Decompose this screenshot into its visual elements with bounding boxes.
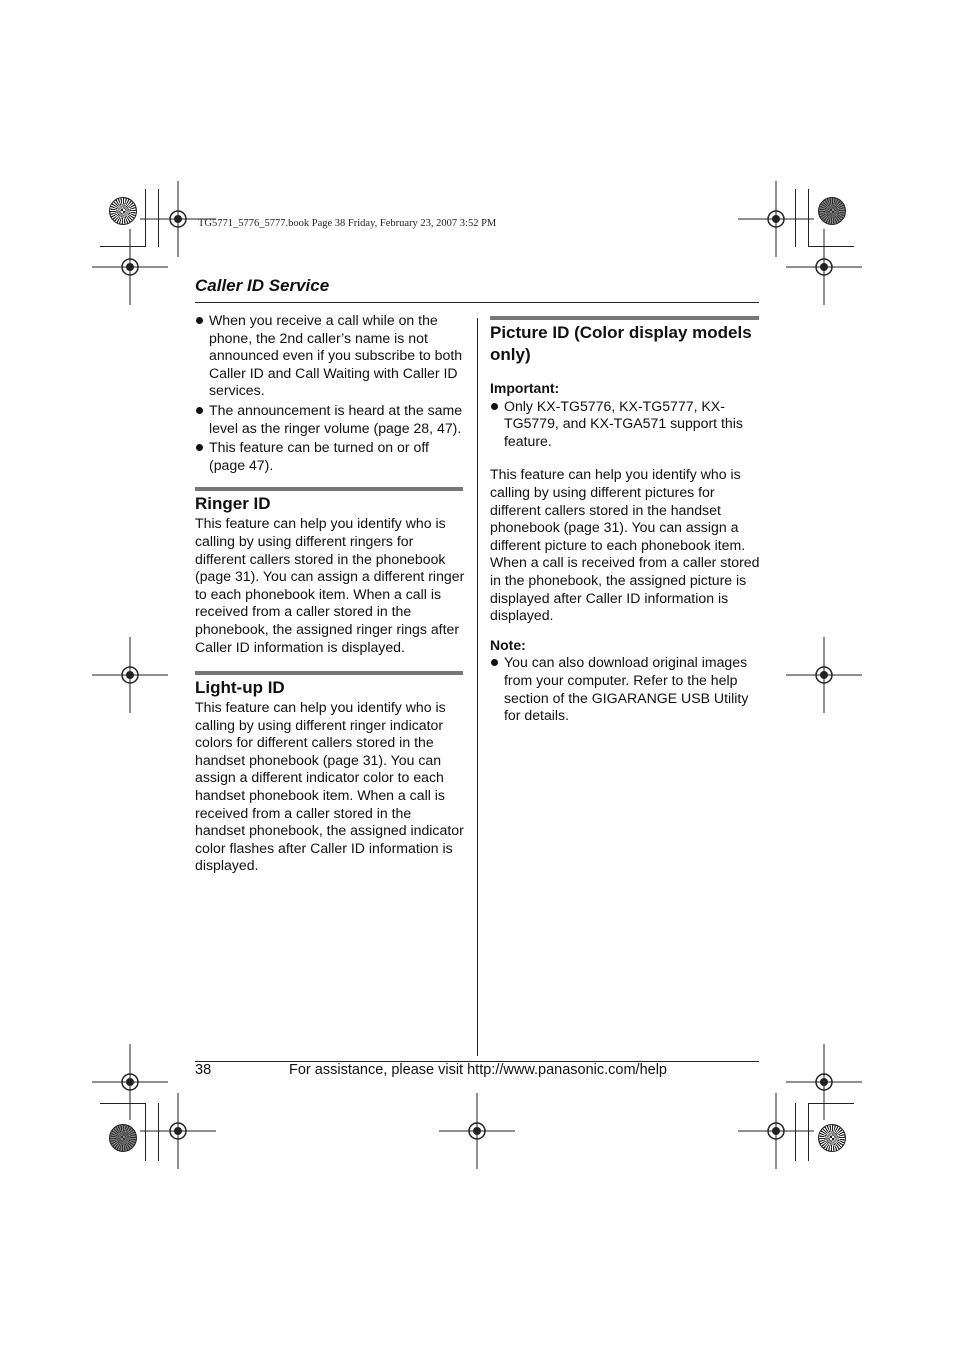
list-item: This feature can be turned on or off (page 47). (195, 439, 465, 474)
list-item: You can also download original images from your computer. Refer to the help section of the GIGARANGE USB Utility for details. (490, 654, 760, 724)
registration-circle-icon (109, 197, 137, 225)
crosshair-icon (786, 229, 862, 305)
picture-id-body: This feature can help you identify who is calling by using different pictures for different callers stored in the handset phonebook (page 31). You can assign a different picture to each phonebook item. When a call is received from a caller stored in the phonebook, the assigned picture is displayed after Caller ID information is displayed. (490, 466, 760, 624)
crosshair-icon (140, 1093, 216, 1169)
list-item: Only KX-TG5776, KX-TG5777, KX-TG5779, and KX-TGA571 support this feature. (490, 398, 760, 451)
footer-help-text: For assistance, please visit http://www.panasonic.com/help (289, 1062, 667, 1078)
page-section-title: Caller ID Service (195, 276, 330, 295)
print-info-line: TG5771_5776_5777.book Page 38 Friday, February 23, 2007 3:52 PM (198, 218, 497, 229)
intro-bullet-list (195, 312, 465, 474)
registration-circle-icon (818, 1124, 846, 1152)
crosshair-icon (786, 637, 862, 713)
picture-id-heading: Picture ID (Color display models only) (490, 323, 752, 364)
crosshair-icon (92, 637, 168, 713)
right-column (490, 316, 760, 727)
lightup-id-body: This feature can help you identify who is calling by using different ringer indicator colors for different callers stored in the handset phonebook (page 31). You can assign a different indicator color to each handset phonebook item. When a call is received from a caller stored in the handset phonebook, the assigned indicator color flashes after Caller ID information is displayed. (195, 699, 464, 874)
crosshair-icon (738, 1093, 814, 1169)
important-bullet-list (490, 398, 760, 451)
note-bullet-list (490, 654, 760, 724)
important-label: Important: (490, 380, 560, 396)
note-label: Note: (490, 636, 526, 653)
list-item: When you receive a call while on the phone, the 2nd caller’s name is not announced even if you subscribe to both Caller ID and Call Waiting with Caller ID services. (195, 312, 465, 400)
crosshair-icon (439, 1093, 515, 1169)
crosshair-icon (92, 229, 168, 305)
section-rule (490, 316, 759, 320)
lightup-id-heading: Light-up ID (195, 678, 285, 698)
ringer-id-body: This feature can help you identify who is calling by using different ringers for different callers stored in the phonebook (page 31). You can assign a different ringer to each phonebook item. When a call is received from a caller stored in the phonebook, the assigned ringer rings after Caller ID information is displayed. (195, 515, 465, 655)
registration-circle-icon (109, 1124, 137, 1152)
column-divider (477, 318, 478, 1056)
list-item: The announcement is heard at the same level as the ringer volume (page 28, 47). (195, 402, 465, 437)
registration-circle-icon (818, 197, 846, 225)
header-divider (195, 302, 759, 303)
left-column (195, 312, 465, 875)
section-rule (195, 671, 463, 675)
ringer-id-heading: Ringer ID (195, 494, 271, 514)
page-number: 38 (195, 1062, 212, 1078)
section-rule (195, 487, 463, 491)
